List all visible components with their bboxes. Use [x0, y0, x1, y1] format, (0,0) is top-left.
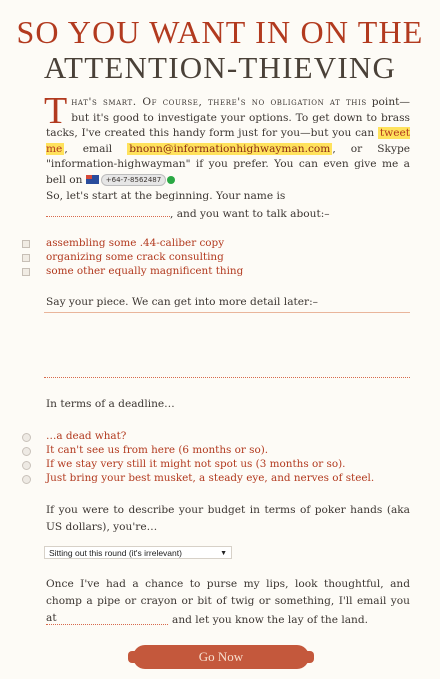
radio-button[interactable] [22, 461, 31, 470]
drop-cap: T [44, 90, 68, 132]
deadline-option[interactable] [22, 471, 374, 485]
go-now-button[interactable]: Go Now [133, 645, 309, 669]
topic-option[interactable] [22, 236, 243, 250]
dropdown-arrow-icon: ▼ [220, 550, 227, 557]
email-link[interactable]: bnonn@informationhighwayman.com [129, 142, 331, 155]
name-input[interactable] [46, 205, 170, 217]
page-title-line1: SO YOU WANT IN ON THE [16, 14, 424, 50]
page-title-line2: ATTENTION-THIEVING [43, 50, 397, 85]
radio-button[interactable] [22, 433, 31, 442]
name-prompt [46, 188, 410, 223]
radio-button[interactable] [22, 475, 31, 484]
deadline-radio-list [22, 429, 374, 485]
topic-option[interactable] [22, 250, 243, 264]
checkbox[interactable] [22, 268, 30, 276]
intro-text-3: , or Skype "information-highwayman" if you prefer. You can even give me a bell on [46, 142, 410, 186]
flag-icon [86, 175, 99, 184]
intro-text-2: , email [64, 142, 128, 155]
deadline-label: …a dead what? [46, 430, 127, 442]
topic-option[interactable] [22, 264, 243, 278]
deadline-label: Just bring your best musket, a steady eye, and nerves of steel. [46, 472, 375, 484]
topic-label: organizing some crack consulting [46, 251, 224, 263]
tweet-me-link[interactable]: tweet me [46, 127, 410, 155]
phone-number: +64-7-8562487 [105, 175, 162, 184]
closing-paragraph: Once I've had a chance to purse my lips, look thoughtful, and chomp a pipe or crayon or bit of twig or something, I'll email you at [46, 578, 410, 624]
topic-label: some other equally magnificent thing [46, 265, 244, 277]
name-prompt-after: , and you want to talk about:– [170, 208, 330, 220]
intro-paragraph [44, 90, 410, 189]
deadline-prompt: In terms of a deadline… [46, 398, 175, 410]
message-textarea[interactable] [44, 312, 410, 378]
deadline-option[interactable] [22, 443, 374, 457]
email-input[interactable] [46, 623, 168, 625]
topic-checkbox-list [22, 236, 243, 278]
budget-select[interactable] [44, 546, 232, 559]
checkbox[interactable] [22, 240, 30, 248]
budget-prompt: If you were to describe your budget in terms of poker hands (aka US dollars), you're… [46, 504, 410, 533]
deadline-option[interactable] [22, 457, 374, 471]
deadline-label: It can't see us from here (6 months or so). [46, 444, 269, 456]
intro-text-1: point—but it's good to investigate your options. To get down to brass tacks, I've created this handy form just for you—but you can [46, 96, 410, 140]
deadline-label: If we stay very still it might not spot us (3 months or so). [46, 458, 346, 470]
budget-selected-value: Sitting out this round (it's irrelevant) [49, 548, 182, 558]
intro-smallcaps: hat's smart. Of course, there's no obligation at this [71, 96, 367, 108]
closing-tail: and let you know the lay of the land. [172, 614, 369, 626]
deadline-option[interactable] [22, 429, 374, 443]
message-prompt: Say your piece. We can get into more detail later:– [46, 296, 318, 308]
checkbox[interactable] [22, 254, 30, 262]
skype-status-icon [167, 176, 175, 184]
name-prompt-before: So, let's start at the beginning. Your name is [46, 190, 286, 202]
topic-label: assembling some .44-caliber copy [46, 237, 225, 249]
radio-button[interactable] [22, 447, 31, 456]
skype-call-button[interactable] [101, 174, 166, 186]
